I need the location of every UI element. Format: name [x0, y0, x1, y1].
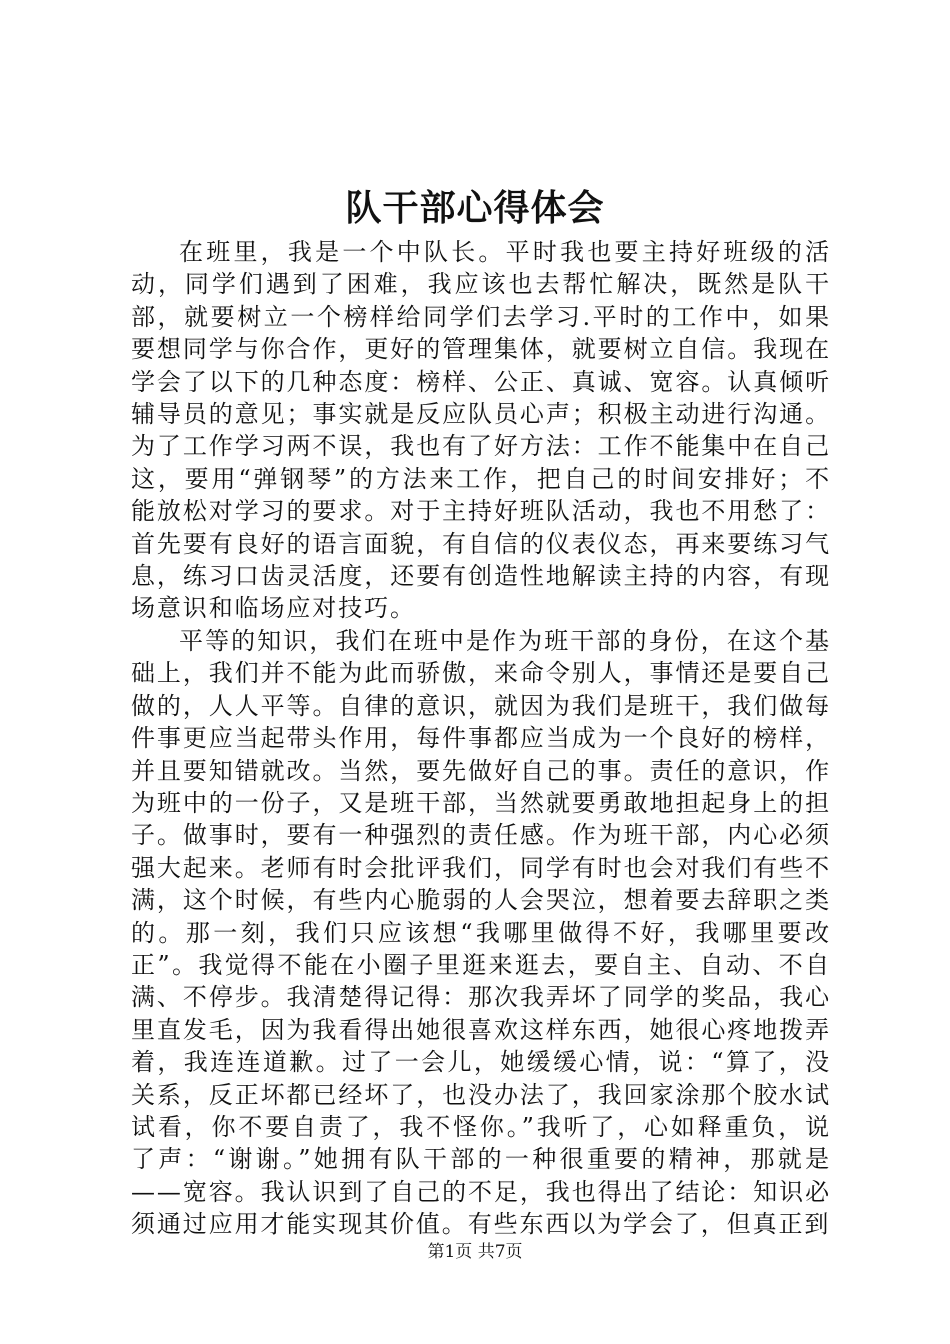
document-title: 队干部心得体会 [345, 187, 605, 229]
paragraph-1: 在班里，我是一个中队长。平时我也要主持好班级的活动，同学们遇到了困难，我应该也去帮忙解决，既然是队干部，就要树立一个榜样给同学们去学习.平时的工作中，如果要想同学与你合作，更好的管理集体，就要树立自信。我现在学会了以下的几种态度：榜样、公正、真诚、宽容。认真倾听辅导员的意见；事实就是反应队员心声；积极主动进行沟通。为了工作学习两不误，我也有了好方法：工作不能集中在自己这，要用“弹钢琴”的方法来工作，把自己的时间安排好；不能放松对学习的要求。对于主持好班队活动，我也不用愁了：首先要有良好的语言面貌，有自信的仪表仪态，再来要练习气息，练习口齿灵活度，还要有创造性地解读主持的内容，有现场意识和临场应对技巧。 [131, 238, 831, 623]
paragraph-2: 平等的知识，我们在班中是作为班干部的身份，在这个基础上，我们并不能为此而骄傲，来命令别人，事情还是要自己做的，人人平等。自律的意识，就因为我们是班干，我们做每件事更应当起带头作用，每件事都应当成为一个良好的榜样，并且要知错就改。当然，要先做好自己的事。责任的意识，作为班中的一份子，又是班干部，当然就要勇敢地担起身上的担子。做事时，要有一种强烈的责任感。作为班干部，内心必须强大起来。老师有时会批评我们，同学有时也会对我们有些不满，这个时候，有些内心脆弱的人会哭泣，想着要去辞职之类的。那一刻，我们只应该想“我哪里做得不好，我哪里要改正”。我觉得不能在小圈子里逛来逛去，要自主、自动、不自满、不停步。我清楚得记得：那次我弄坏了同学的奖品，我心里直发毛，因为我看得出她很喜欢这样东西，她很心疼地拨弄着，我连连道歉。过了一会儿，她缓缓心情，说：“算了，没关系，反正坏都已经坏了，也没办法了，我回家涂那个胶水试试看，你不要自责了，我不怪你。”我听了，心如释重负，说了声：“谢谢。”她拥有队干部的一种很重要的精神，那就是——宽容。我认识到了自己的不足，我也得出了结论：知识必须通过应用才能实现其价值。有些东西以为学会了，但真正到 [131, 626, 831, 1239]
page-number: 第1页 共7页 [427, 1242, 523, 1262]
document-body [131, 236, 831, 1241]
